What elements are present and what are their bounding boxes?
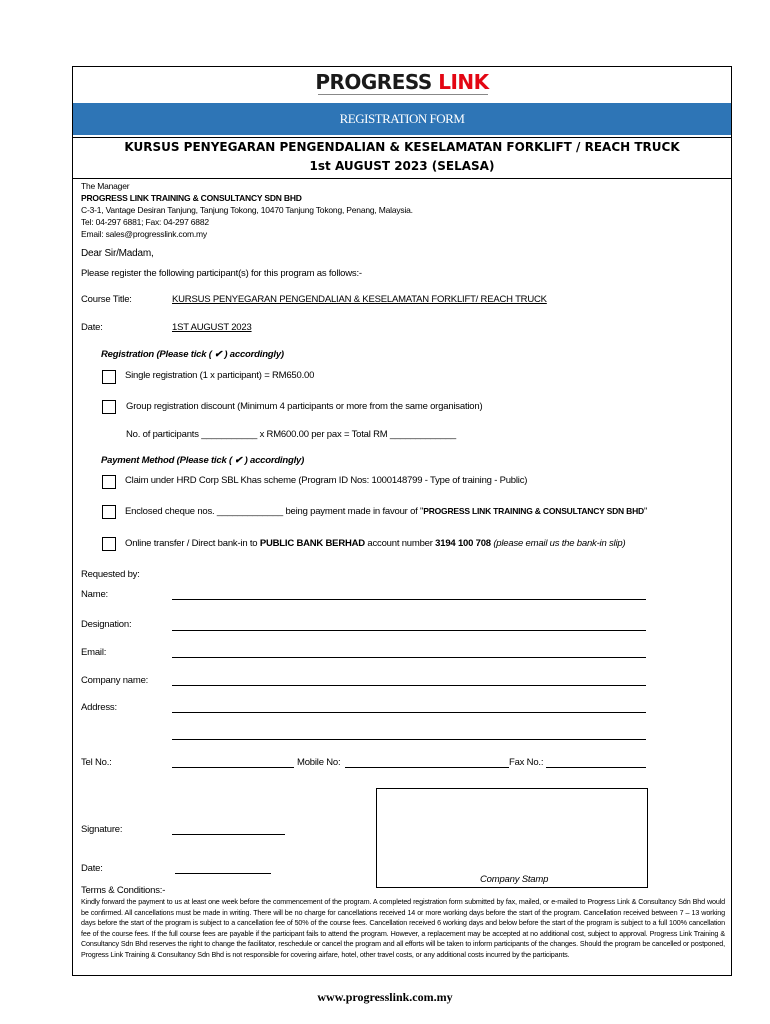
course-heading-title: KURSUS PENYEGARAN PENGENDALIAN & KESELAMATAN FORKLIFT / REACH TRUCK: [124, 140, 680, 154]
fax-input-line[interactable]: [546, 767, 646, 768]
hrd-claim-label: Claim under HRD Corp SBL Khas scheme (Program ID Nos: 1000148799 - Type of training - Public): [125, 475, 528, 486]
address-tel-fax: Tel: 04-297 6881; Fax: 04-297 6882: [81, 217, 209, 227]
cheque-label: Enclosed cheque nos. _____________ being payment made in favour of "PROGRESS LINK TRAINING & CONSULTANCY SDN BHD": [125, 506, 648, 517]
hrd-claim-checkbox[interactable]: [102, 475, 116, 489]
tick-mark-icon: ✔: [234, 455, 243, 466]
company-name-label: Company name:: [81, 675, 149, 686]
terms-body: Kindly forward the payment to us at least one week before the commencement of the program. A completed registration form submitted by fax, mailed, or e-mailed to Progress Link & Consultancy Sdn Bhd would be confirmed. All cancellations must be made in writing. There will be no charge for cancellations received 14 or more working days before the start of the program. Cancellation received between 7 – 13 working days before the start of the program is subject to a cancellation fee of 50% of the course fees. Cancellation received 6 working days and below before the start of the program is subject to a full 100% cancellation fee of the course fees. If the full course fees are payable if the participant fails to attend the program. However, a replacement may be accepted at no additional cost, subject to approval. Progress Link Training & Consultancy Sdn Bhd reserves the right to change the facilitator, reschedule or cancel the program and all efforts will be taken to inform participants of the changes. Should the program be cancelled or postponed, Progress Link Training & Consultancy Sdn Bhd is not responsible for covering airfare, hotel, other travel costs, or any additional costs incurred by the participants.: [81, 897, 725, 959]
registration-form: [72, 66, 732, 976]
course-heading: [73, 137, 731, 179]
designation-input-line[interactable]: [172, 630, 646, 631]
requested-by-label: Requested by:: [81, 569, 140, 580]
name-input-line[interactable]: [172, 599, 646, 600]
cheque-checkbox[interactable]: [102, 505, 116, 519]
address-label: Address:: [81, 702, 117, 713]
company-name-input-line[interactable]: [172, 685, 646, 686]
course-title-value: KURSUS PENYEGARAN PENGENDALIAN & KESELAMATAN FORKLIFT/ REACH TRUCK: [172, 294, 547, 305]
terms-heading: Terms & Conditions:-: [81, 885, 166, 896]
signature-input-line[interactable]: [172, 834, 285, 835]
email-label: Email:: [81, 647, 107, 658]
address-input-line-2[interactable]: [172, 739, 646, 740]
online-transfer-label: Online transfer / Direct bank-in to PUBLIC BANK BERHAD account number 3194 100 708 (please email us the bank-in slip): [125, 538, 626, 549]
tel-input-line[interactable]: [172, 767, 294, 768]
signature-label: Signature:: [81, 824, 123, 835]
group-registration-label: Group registration discount (Minimum 4 participants or more from the same organisation): [126, 401, 483, 412]
tick-mark-icon: ✔: [214, 349, 222, 360]
mobile-input-line[interactable]: [345, 767, 509, 768]
course-date-value: 1ST AUGUST 2023: [172, 322, 252, 333]
name-label: Name:: [81, 589, 108, 600]
logo-word-link: LINK: [438, 70, 489, 94]
form-banner: REGISTRATION FORM: [73, 103, 731, 135]
online-transfer-checkbox[interactable]: [102, 537, 116, 551]
course-title-label: Course Title:: [81, 294, 132, 305]
mobile-label: Mobile No:: [297, 757, 341, 768]
email-input-line[interactable]: [172, 657, 646, 658]
single-registration-label: Single registration (1 x participant) = RM650.00: [125, 370, 315, 381]
group-registration-checkbox[interactable]: [102, 400, 116, 414]
single-registration-checkbox[interactable]: [102, 370, 116, 384]
address-company: PROGRESS LINK TRAINING & CONSULTANCY SDN BHD: [81, 193, 302, 203]
logo-word-progress: PROGRESS: [315, 70, 432, 94]
website-footer[interactable]: www.progresslink.com.my: [317, 990, 453, 1004]
company-stamp-label: Company Stamp: [480, 874, 549, 885]
logo-underline: [318, 94, 488, 95]
address-email: Email: sales@progresslink.com.my: [81, 229, 207, 239]
date-label: Date:: [81, 863, 103, 874]
address-input-line-1[interactable]: [172, 712, 646, 713]
payment-heading: Payment Method (Please tick ( ✔ ) accordingly): [101, 455, 305, 466]
progress-link-logo: [73, 70, 731, 94]
course-heading-date: 1st AUGUST 2023 (SELASA): [309, 159, 495, 173]
fax-label: Fax No.:: [509, 757, 544, 768]
intro-text: Please register the following participant(s) for this program as follows:-: [81, 268, 362, 279]
participants-count-line: No. of participants ___________ x RM600.00 per pax = Total RM _____________: [126, 429, 456, 440]
registration-heading: Registration (Please tick ( ✔ ) accordingly): [101, 349, 284, 360]
salutation: Dear Sir/Madam,: [81, 248, 154, 259]
tel-label: Tel No.:: [81, 757, 112, 768]
company-stamp-box[interactable]: [376, 788, 648, 888]
designation-label: Designation:: [81, 619, 132, 630]
date-input-line[interactable]: [175, 873, 271, 874]
course-date-label: Date:: [81, 322, 103, 333]
address-to: The Manager: [81, 181, 130, 191]
address-street: C-3-1, Vantage Desiran Tanjung, Tanjung Tokong, 10470 Tanjung Tokong, Penang, Malaysia.: [81, 205, 413, 215]
